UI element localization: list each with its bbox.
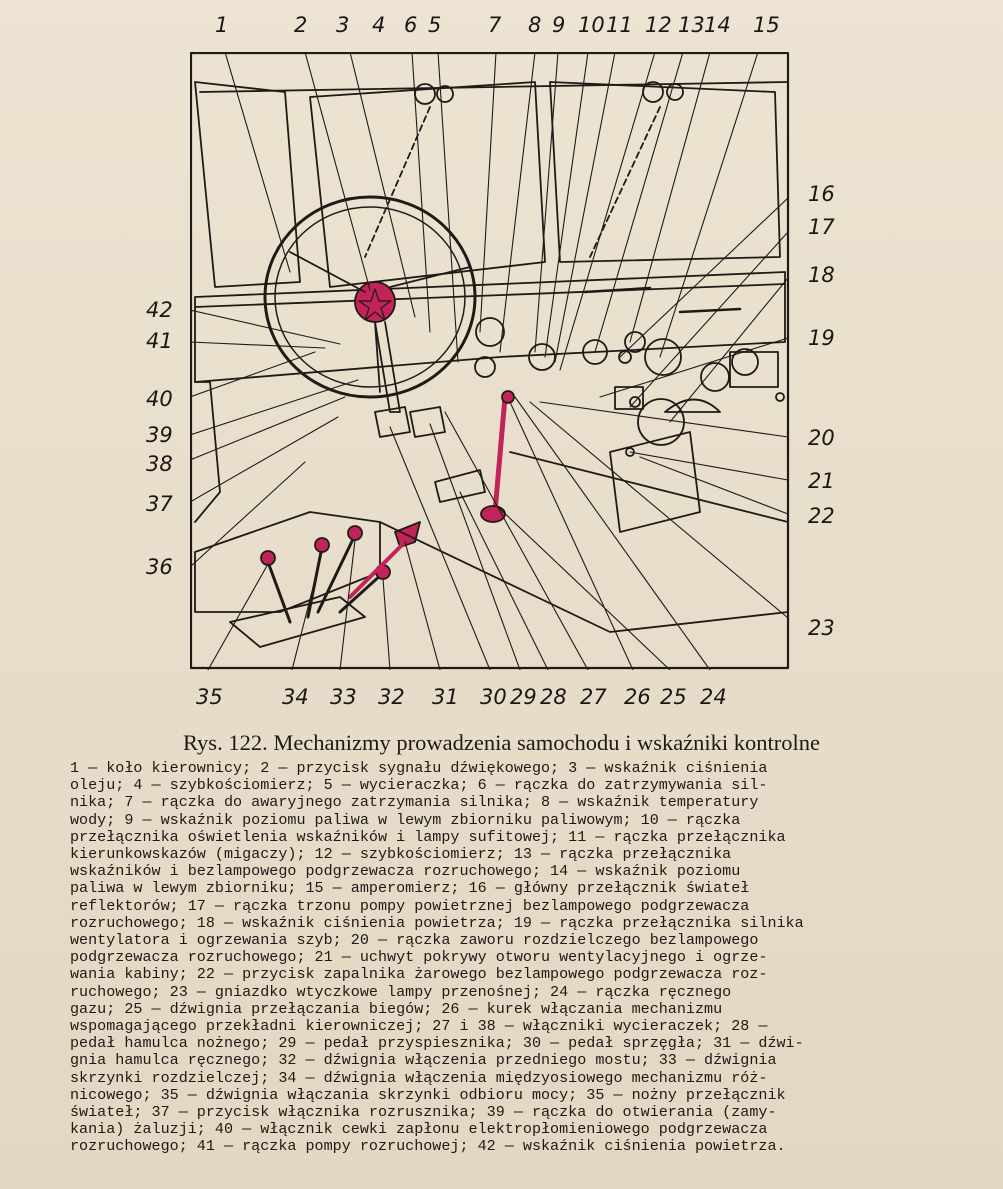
callout-7: 7 [488,13,502,37]
brake-pedal [410,407,445,437]
callout-6: 6 [404,13,418,37]
callout-34: 34 [282,685,309,709]
air-pressure-gauge-icon [638,399,684,445]
callout-20: 20 [808,426,835,450]
callout-9: 9 [552,13,566,37]
callout-11: 11 [606,13,633,37]
panel-plate [730,352,778,387]
callout-32: 32 [378,685,405,709]
wiper-left-icon [415,84,435,104]
legend-line: ruchowego; 23 — gniazdko wtyczkowe lampy przenośnej; 24 — rączka ręcznego [70,983,732,1001]
heater-valve [665,400,720,413]
gauge-icon [529,344,555,370]
callout-40: 40 [146,387,173,411]
callout-31: 31 [432,685,459,709]
callout-5: 5 [428,13,442,37]
callout-39: 39 [146,423,173,447]
legend-line: wania kabiny; 22 — przycisk zapalnika żarowego bezlampowego podgrzewacza roz- [70,966,768,984]
callout-27: 27 [580,685,607,709]
callout-3: 3 [336,13,350,37]
callout-18: 18 [808,263,835,287]
callout-33: 33 [330,685,357,709]
dashboard [195,272,785,382]
callout-28: 28 [540,685,567,709]
callout-4: 4 [372,13,386,37]
callout-21: 21 [808,469,835,493]
legend-line: przełącznika oświetlenia wskaźników i lampy sufitowej; 11 — rączka przełącznika [70,828,786,846]
callout-41: 41 [146,329,173,353]
callout-10: 10 [578,13,605,37]
cab-illustration [190,52,790,670]
figure-frame [191,53,788,668]
callout-12: 12 [645,13,672,37]
legend-line: wspomagającego przekładni kierowniczej; 27 i 38 — włączniki wycieraczek; 28 — [70,1018,768,1036]
callout-35: 35 [196,685,223,709]
callout-19: 19 [808,326,835,350]
callout-8: 8 [528,13,542,37]
callout-13: 13 [678,13,705,37]
callout-2: 2 [294,13,308,37]
legend-line: reflektorów; 17 — rączka trzonu pompy powietrznej bezlampowego podgrzewacza [70,897,750,915]
legend-line: oleju; 4 — szybkościomierz; 5 — wycieraczka; 6 — rączka do zatrzymywania sil- [70,777,768,795]
legend-line: świateł; 37 — przycisk włącznika rozrusznika; 39 — rączka do otwierania (zamy- [70,1104,777,1122]
callout-14: 14 [704,13,731,37]
cab-drawing [190,52,790,670]
gear-lever [495,397,505,512]
accelerator-pedal [435,470,485,502]
legend-line: skrzynki rozdzielczej; 34 — dźwignia włączenia międzyosiowego mechanizmu róż- [70,1069,768,1087]
callout-26: 26 [624,685,651,709]
legend-line: rozruchowego; 41 — rączka pompy rozruchowej; 42 — wskaźnik ciśnienia powietrza. [70,1138,786,1156]
callout-1: 1 [215,13,229,37]
legend-line: nika; 7 — rączka do awaryjnego zatrzymania silnika; 8 — wskaźnik temperatury [70,794,759,812]
legend-line: kierunkowskazów (migaczy); 12 — szybkościomierz; 13 — rączka przełącznika [70,846,732,864]
legend-line: wody; 9 — wskaźnik poziomu paliwa w lewym zbiorniku paliwowym; 10 — rączka [70,811,741,829]
figure-caption: Rys. 122. Mechanizmy prowadzenia samochodu i wskaźniki kontrolne [182,730,821,755]
legend-line: paliwa w lewym zbiorniku; 15 — amperomierz; 16 — główny przełącznik świateł [70,880,750,898]
heater-cover [610,432,700,532]
callout-16: 16 [808,182,835,206]
legend-line: gnia hamulca ręcznego; 32 — dźwignia włączenia przedniego mostu; 33 — dźwignia [70,1052,777,1070]
callout-37: 37 [146,492,173,516]
legend-line: gazu; 25 — dźwignia przełączania biegów; 26 — kurek włączania mechanizmu [70,1000,723,1018]
callout-42: 42 [146,298,173,322]
legend-line: wentylatora i ogrzewania szyb; 20 — rączka zaworu rozdzielczego bezlampowego [70,932,759,950]
legend-line: rozruchowego; 18 — wskaźnik ciśnienia powietrza; 19 — rączka przełącznika silnika [70,914,804,932]
callout-38: 38 [146,452,173,476]
callout-22: 22 [808,504,835,528]
left-door-window [195,82,300,287]
callout-30: 30 [480,685,507,709]
windshield-right [550,82,780,262]
callout-17: 17 [808,215,835,239]
callout-23: 23 [808,616,835,640]
figure-legend [70,760,932,1156]
legend-line: 1 — koło kierownicy; 2 — przycisk sygnału dźwiękowego; 3 — wskaźnik ciśnienia [70,760,768,777]
callout-24: 24 [700,685,727,709]
legend-line: podgrzewacza rozruchowego; 21 — uchwyt pokrywy otworu wentylacyjnego i ogrze- [70,949,768,967]
legend-line: kania) żaluzji; 40 — włącznik cewki zapłonu elektropłomieniowego podgrzewacza [70,1121,768,1139]
callout-29: 29 [510,685,537,709]
callout-15: 15 [753,13,780,37]
legend-line: wskaźników i bezlampowego podgrzewacza rozruchowego; 14 — wskaźnik poziomu [70,863,741,881]
callout-36: 36 [146,555,173,579]
legend-line: pedał hamulca nożnego; 29 — pedał przyspiesznika; 30 — pedał sprzęgła; 31 — dźwi- [70,1035,804,1053]
callout-25: 25 [660,685,687,709]
legend-line: nicowego; 35 — dźwignia włączania skrzynki odbioru mocy; 35 — nożny przełącznik [70,1086,786,1104]
